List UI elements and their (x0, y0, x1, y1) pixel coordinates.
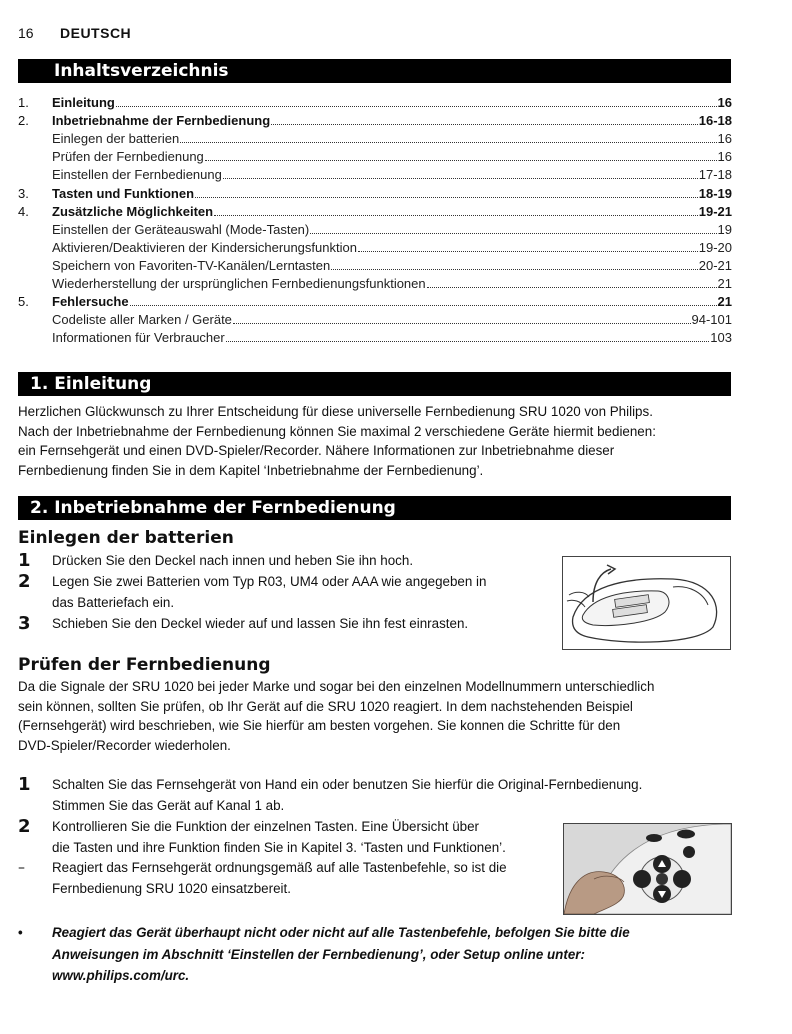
toc-entry-page: 16 (717, 95, 732, 110)
page-number: 16 (18, 25, 34, 41)
note-text: Reagiert das Gerät überhaupt nicht oder nicht auf alle Tastenbefehle, befolgen Sie bitte die Anweisungen im Abschnitt ‘Einstellen der Fernbedienung’, oder Setup online unter: www.philips.com/urc. (52, 925, 630, 983)
toc-entry[interactable] (18, 220, 732, 238)
toc-entry-title: Inbetriebnahme der Fernbedienung (52, 113, 271, 129)
toc-entry[interactable] (18, 129, 732, 147)
step-number: 1 (18, 774, 31, 795)
remote-hand-icon (564, 824, 731, 914)
toc-leader-dots (180, 141, 716, 143)
section-2-heading: 2. Inbetriebnahme der Fernbedienung (18, 496, 731, 520)
toc-leader-dots (205, 159, 717, 161)
intro-line: Nach der Inbetriebnahme der Fernbedienung können Sie maximal 2 verschiedene Geräte hiermit bedienen: (18, 423, 656, 439)
step-number: 1 (18, 550, 31, 571)
dash-marker: – (18, 860, 25, 876)
toc-entry[interactable] (18, 310, 732, 328)
language-label: DEUTSCH (60, 25, 132, 41)
toc-leader-dots (130, 304, 717, 306)
toc-entry-number: 3. (18, 185, 29, 201)
toc-entry-number: 5. (18, 294, 29, 310)
toc-leader-dots (271, 123, 698, 125)
check-heading: Prüfen der Fernbedienung (18, 655, 271, 675)
intro-line: ein Fernsehgerät und einen DVD-Spieler/Recorder. Nähere Informationen zur Inbetriebnahme dieser (18, 443, 615, 458)
toc-leader-dots (214, 214, 698, 216)
check-line: Da die Signale der SRU 1020 bei jeder Marke und sogar bei den einzelnen Modellnummern unterschiedlich (18, 679, 655, 694)
toc-entry-page: 21 (717, 276, 732, 291)
toc-entry-page: 16 (717, 131, 732, 147)
toc-entry[interactable] (18, 328, 732, 346)
toc-entry-page: 18-19 (698, 185, 732, 201)
toc-entry-page: 16-18 (698, 113, 732, 129)
step-number: 2 (18, 816, 31, 837)
toc-entry-page: 94-101 (691, 312, 732, 328)
philips-url[interactable]: www.philips.com/urc. (52, 968, 190, 983)
toc-entry[interactable] (18, 202, 732, 220)
remote-buttons-photo (563, 823, 732, 915)
toc-entry-page: 19 (717, 221, 732, 237)
step-text: Legen Sie zwei Batterien vom Typ R03, UM4 oder AAA wie angegeben in das Batteriefach ein. (52, 574, 487, 610)
toc-entry[interactable] (18, 274, 732, 292)
step-text: Reagiert das Fernsehgerät ordnungsgemäß auf alle Tastenbefehle, so ist die Fernbedienung SRU 1020 einsatzbereit. (52, 860, 507, 896)
toc-leader-dots (195, 196, 698, 198)
toc-entry-title: Einstellen der Fernbedienung (52, 167, 222, 183)
toc-entry-title: Einleitung (52, 95, 115, 110)
step-text: Kontrollieren Sie die Funktion der einzelnen Tasten. Eine Übersicht über die Tasten und ihre Funktion finden Sie in Kapitel 3. ‘Tasten und Funktionen’. (52, 819, 506, 855)
toc-leader-dots (358, 250, 698, 252)
toc-entry[interactable] (18, 238, 732, 256)
toc-entry-page: 17-18 (698, 167, 732, 183)
toc-entry-title: Prüfen der Fernbedienung (52, 149, 204, 165)
check-paragraph (18, 677, 732, 755)
section-1-heading: 1. Einleitung (18, 372, 731, 396)
step-text: Schalten Sie das Fernsehgerät von Hand ein oder benutzen Sie hierfür die Original-Fernbedienung. Stimmen Sie das Gerät auf Kanal 1 ab. (52, 777, 643, 813)
toc-entry-page: 16 (717, 149, 732, 165)
check-line: (Fernsehgerät) wird beschrieben, wie Sie hierfür am besten vorgehen. Sie konnen die Schritte für den (18, 718, 621, 733)
batteries-heading: Einlegen der batterien (18, 528, 234, 548)
toc-entry-title: Fehlersuche (52, 294, 129, 310)
intro-paragraph (18, 402, 732, 480)
toc-entry-title: Zusätzliche Möglichkeiten (52, 203, 214, 219)
battery-illustration (562, 556, 731, 650)
toc-entry[interactable] (18, 93, 732, 111)
toc-entry-title: Speichern von Favoriten-TV-Kanälen/Lerntasten (52, 257, 331, 273)
toc-entry-page: 21 (717, 294, 732, 310)
toc-entry-title: Einstellen der Geräteauswahl (Mode-Tasten) (52, 221, 310, 237)
toc-leader-dots (116, 105, 717, 107)
toc-leader-dots (331, 268, 698, 270)
toc-leader-dots (223, 177, 698, 179)
toc-entry[interactable] (18, 256, 732, 274)
toc-entry[interactable] (18, 165, 732, 183)
toc-entry-title: Tasten und Funktionen (52, 185, 195, 201)
toc-entry-page: 19-21 (698, 203, 732, 219)
toc-entry-number: 4. (18, 203, 29, 219)
toc-leader-dots (310, 232, 716, 234)
toc-entry-page: 103 (710, 330, 732, 346)
intro-line: Fernbedienung finden Sie in dem Kapitel ‘Inbetriebnahme der Fernbedienung’. (18, 462, 484, 478)
toc-entry-title: Aktivieren/Deaktivieren der Kindersicherungsfunktion (52, 239, 357, 255)
step-number: 2 (18, 571, 31, 592)
toc-leader-dots (226, 340, 710, 342)
step-text: Schieben Sie den Deckel wieder auf und lassen Sie ihn fest einrasten. (52, 616, 469, 631)
toc-entry-title: Codeliste aller Marken / Geräte (52, 312, 232, 328)
step-text: Drücken Sie den Deckel nach innen und heben Sie ihn hoch. (52, 553, 414, 568)
bullet-marker: • (18, 925, 23, 940)
toc-leader-dots (427, 286, 717, 288)
toc-entry-title: Einlegen der batterien (52, 131, 180, 147)
toc-entry-page: 20-21 (698, 257, 732, 273)
check-line: DVD-Spieler/Recorder wiederholen. (18, 737, 231, 753)
toc-entry-number: 1. (18, 95, 29, 110)
toc-entry-number: 2. (18, 113, 29, 129)
toc-entry[interactable] (18, 111, 732, 129)
toc-entry[interactable] (18, 292, 732, 310)
toc-entry-title: Wiederherstellung der ursprünglichen Fernbedienungsfunktionen (52, 276, 426, 291)
toc-entry[interactable] (18, 184, 732, 202)
toc-heading: Inhaltsverzeichnis (18, 59, 731, 83)
intro-line: Herzlichen Glückwunsch zu Ihrer Entscheidung für diese universelle Fernbedienung SRU 1020 von Philips. (18, 404, 653, 419)
toc-entry[interactable] (18, 147, 732, 165)
toc-entry-page: 19-20 (698, 239, 732, 255)
remote-battery-icon (563, 557, 730, 649)
check-line: sein können, sollten Sie prüfen, ob Ihr Gerät auf die SRU 1020 reagiert. In dem nachstehenden Beispiel (18, 698, 633, 714)
step-number: 3 (18, 613, 31, 634)
toc-entry-title: Informationen für Verbraucher (52, 330, 225, 346)
toc-leader-dots (233, 322, 691, 324)
